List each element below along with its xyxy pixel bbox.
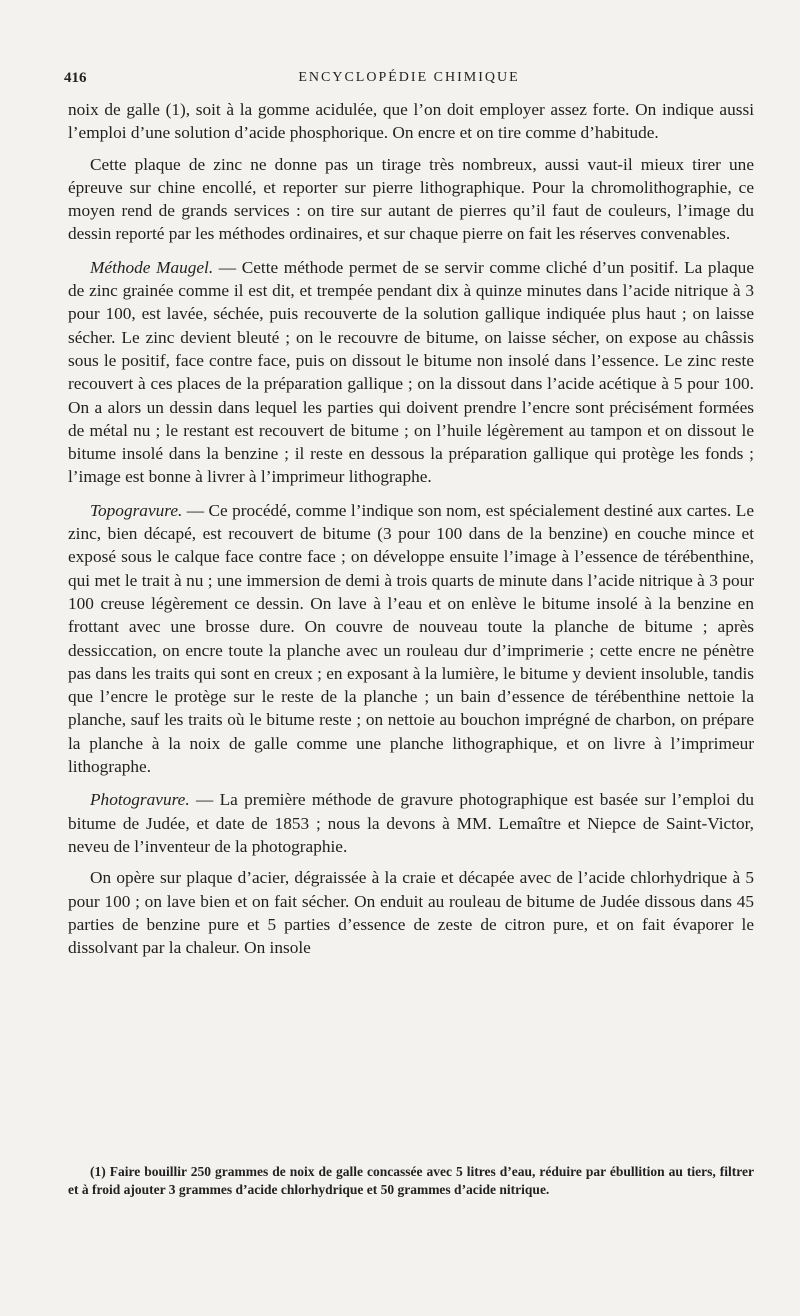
paragraph-methode-maugel xyxy=(68,256,754,489)
paragraph-photogravure xyxy=(68,788,754,858)
paragraph: On opère sur plaque d’acier, dégraissée à la craie et décapée avec de l’acide chlorhydrique à 5 pour 100 ; on lave bien et on fait sécher. On enduit au rouleau de bitume de Judée dissous dans 45 parties de benzine pure et 5 parties d’essence de zeste de citron pure, et on fait évaporer le dissolvant par la chaleur. On insole xyxy=(68,868,754,958)
running-head xyxy=(64,70,754,94)
paragraph-text: — Ce procédé, comme l’indique son nom, est spécialement destiné aux cartes. Le zinc, bien décapé, est recouvert de bitume (3 pour 100 dans de la benzine) en couche mince et exposé sous le calque face contre face ; on développe ensuite l’image à l’essence de térébenthine, qui met le trait à nu ; une immersion de demi à trois quarts de minute dans l’acide nitrique à 3 pour 100 creuse légèrement ce dessin. On lave à l’eau et on enlève le bitume insolé à la benzine en frottant avec une brosse dure. On couvre de nouveau toute la planche de bitume ; après dessiccation, on encre toute la planche avec un rouleau dur d’imprimerie ; cette encre ne pénètre pas dans les traits qui sont en creux ; en exposant à la lumière, le bitume y devient insoluble, tandis que l’encre le protège sur le reste de la planche ; un bain d’essence de térébenthine nettoie la planche, sauf les traits où le bitume reste ; on nettoie au bouchon imprégné de charbon, on prépare la planche à la noix de galle comme une planche lithographique, et on livre à l’imprimeur lithographe. xyxy=(68,500,754,777)
paragraph-text: — Cette méthode permet de se servir comme cliché d’un positif. La plaque de zinc grainée comme il est dit, et trempée pendant dix à quinze minutes dans l’acide nitrique à 3 pour 100, est lavée, séchée, puis recouverte de la solution gallique indiquée plus haut ; on laisse sécher. Le zinc devient bleuté ; on le recouvre de bitume, on laisse sécher, on expose au châssis sous le positif, face contre face, puis on dissout le bitume non insolé dans l’essence. Le zinc reste recouvert à ces places de la préparation gallique ; on la dissout dans l’acide acétique à 5 pour 100. On a alors un dessin dans lequel les parties qui doivent prendre l’encre sont précisément formées de métal nu ; le restant est recouvert de bitume ; on l’huile légèrement au tampon et on dissout le bitume insolé dans la benzine ; il reste en dessous la préparation gallique qui protège les fonds ; l’image est bonne à livrer à l’imprimeur lithographe. xyxy=(68,257,754,487)
footnote: (1) Faire bouillir 250 grammes de noix de galle concassée avec 5 litres d’eau, réduire par ébullition au tiers, filtrer et à froid ajouter 3 grammes d’acide chlorhydrique et 50 grammes d’acide nitrique. xyxy=(68,1164,754,1197)
section-lead-topogravure: Topogravure. xyxy=(90,500,183,520)
paragraph-text: — La première méthode de gravure photographique est basée sur l’emploi du bitume de Judée, et date de 1853 ; nous la devons à MM. Lemaître et Niepce de Saint-Victor, neveu de l’inventeur de la photographie. xyxy=(68,790,754,856)
section-lead-photogravure: Photogravure. xyxy=(90,790,190,810)
running-title: ENCYCLOPÉDIE CHIMIQUE xyxy=(298,70,520,85)
paragraph: noix de galle (1), soit à la gomme acidulée, que l’on doit employer assez forte. On indique aussi l’emploi d’une solution d’acide phosphorique. On encre et on tire comme d’habitude. xyxy=(68,100,754,143)
page-number: 416 xyxy=(64,70,87,86)
section-lead-methode-maugel: Méthode Maugel. xyxy=(90,257,214,277)
body-text xyxy=(68,98,754,967)
paragraph: Cette plaque de zinc ne donne pas un tirage très nombreux, aussi vaut-il mieux tirer une épreuve sur chine encollé, et reporter sur pierre lithographique. Pour la chromolithographie, ce moyen rend de grands services : on tire sur autant de pierres qu’il faut de couleurs, l’image du dessin reporté par les méthodes ordinaires, et sur chaque pierre on fait les réserves convenables. xyxy=(68,154,754,244)
paragraph-topogravure xyxy=(68,499,754,779)
